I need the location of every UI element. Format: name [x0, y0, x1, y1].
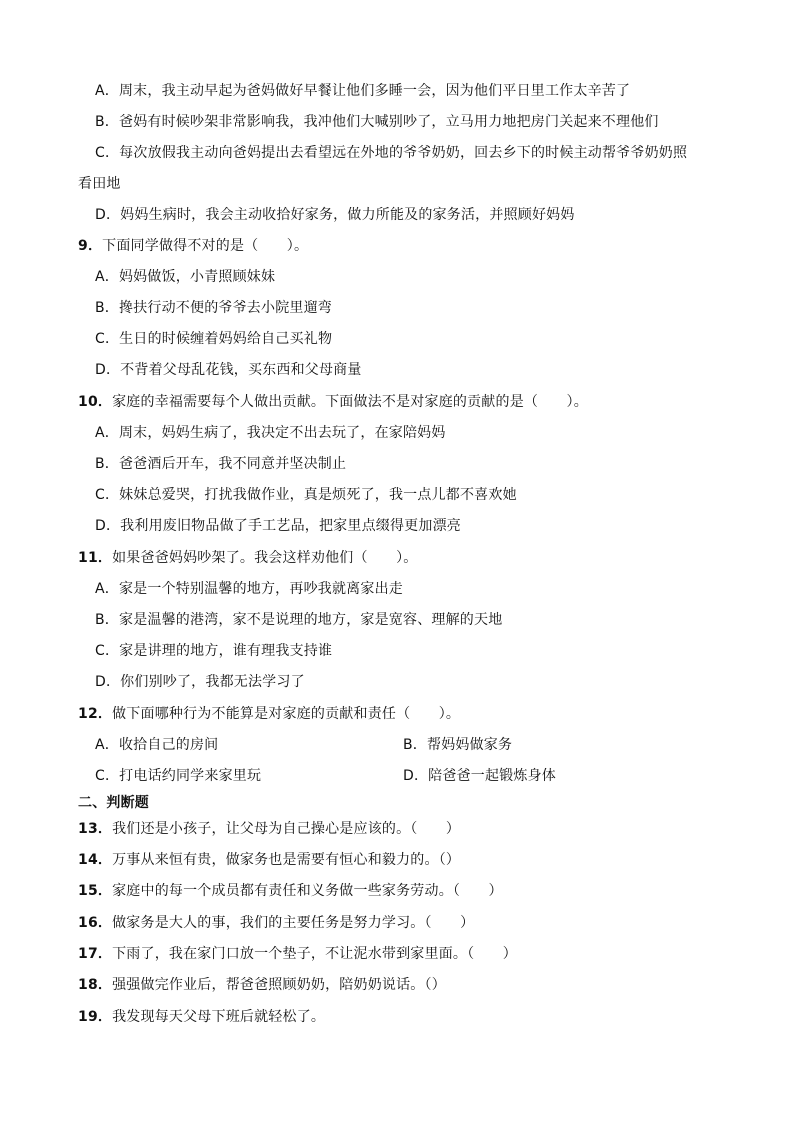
q8-option-d: D．妈妈生病时，我会主动收拾好家务，做力所能及的家务活，并照顾好妈妈	[95, 207, 575, 223]
question-number: 15．	[78, 883, 113, 899]
q12-option-c: C．打电话约同学来家里玩	[95, 768, 262, 784]
question-18	[78, 975, 446, 995]
q9-option-a: A．妈妈做饭，小青照顾妹妹	[95, 269, 276, 285]
question-text: 做家务是大人的事，我们的主要任务是努力学习。（ ）	[112, 915, 475, 931]
question-number: 13．	[78, 821, 113, 837]
question-text: 家庭中的每一个成员都有责任和义务做一些家务劳动。（ ）	[112, 883, 503, 899]
question-number: 12．	[78, 706, 113, 722]
q11-option-b: B．家是温馨的港湾，家不是说理的地方，家是宽容、理解的天地	[95, 612, 503, 628]
question-11	[78, 548, 418, 568]
question-text: 下面同学做得不对的是（ ）。	[102, 238, 309, 254]
question-16	[78, 913, 474, 933]
question-number: 17．	[78, 946, 113, 962]
question-number: 16．	[78, 915, 113, 931]
question-19	[78, 1007, 325, 1027]
question-text: 下雨了，我在家门口放一个垫子，不让泥水带到家里面。（ ）	[112, 946, 517, 962]
question-15	[78, 881, 503, 901]
question-text: 万事从来恒有贵，做家务也是需要有恒心和毅力的。（）	[112, 852, 461, 868]
q12-option-b: B．帮妈妈做家务	[403, 737, 513, 753]
q9-option-b: B．搀扶行动不便的爷爷去小院里遛弯	[95, 300, 333, 316]
q8-option-c-continued: 看田地	[78, 176, 121, 192]
question-number: 19．	[78, 1009, 113, 1025]
q9-option-d: D．不背着父母乱花钱，买东西和父母商量	[95, 362, 362, 378]
q10-option-c: C．妹妹总爱哭，打扰我做作业，真是烦死了，我一点儿都不喜欢她	[95, 487, 517, 503]
question-13	[78, 819, 460, 839]
question-text: 强强做完作业后，帮爸爸照顾奶奶，陪奶奶说话。（）	[112, 977, 446, 993]
q8-option-b: B．爸妈有时候吵架非常影响我，我冲他们大喊别吵了，立马用力地把房门关起来不理他们	[95, 114, 659, 130]
q11-option-a: A．家是一个特别温馨的地方，再吵我就离家出走	[95, 581, 403, 597]
section-heading-judgement: 二、判断题	[78, 795, 149, 811]
question-10	[78, 392, 588, 412]
question-17	[78, 944, 517, 964]
q10-option-a: A．周末，妈妈生病了，我决定不出去玩了，在家陪妈妈	[95, 425, 446, 441]
question-14	[78, 850, 460, 870]
question-text: 如果爸爸妈妈吵架了。我会这样劝他们（ ）。	[112, 550, 418, 566]
q8-option-c: C．每次放假我主动向爸妈提出去看望远在外地的爷爷奶奶，回去乡下的时候主动帮爷爷奶奶照	[95, 145, 688, 161]
question-text: 做下面哪种行为不能算是对家庭的贡献和责任（ ）。	[112, 706, 461, 722]
question-text: 我们还是小孩子，让父母为自己操心是应该的。（ ）	[112, 821, 461, 837]
q10-option-d: D．我利用废旧物品做了手工艺品，把家里点缀得更加漂亮	[95, 518, 461, 534]
q12-option-a: A．收拾自己的房间	[95, 737, 219, 753]
q8-option-a: A．周末，我主动早起为爸妈做好早餐让他们多睡一会，因为他们平日里工作太辛苦了	[95, 83, 631, 99]
q11-option-d: D．你们别吵了，我都无法学习了	[95, 674, 305, 690]
question-number: 18．	[78, 977, 113, 993]
question-number: 9．	[78, 238, 103, 254]
question-text: 家庭的幸福需要每个人做出贡献。下面做法不是对家庭的贡献的是（ ）。	[112, 394, 588, 410]
question-number: 11．	[78, 550, 113, 566]
question-number: 14．	[78, 852, 113, 868]
question-number: 10．	[78, 394, 113, 410]
q11-option-c: C．家是讲理的地方，谁有理我支持谁	[95, 643, 333, 659]
question-9	[78, 236, 308, 256]
q12-option-d: D．陪爸爸一起锻炼身体	[403, 768, 556, 784]
q9-option-c: C．生日的时候缠着妈妈给自己买礼物	[95, 331, 333, 347]
question-text: 我发现每天父母下班后就轻松了。	[112, 1009, 326, 1025]
question-12	[78, 704, 460, 724]
q10-option-b: B．爸爸酒后开车，我不同意并坚决制止	[95, 456, 347, 472]
